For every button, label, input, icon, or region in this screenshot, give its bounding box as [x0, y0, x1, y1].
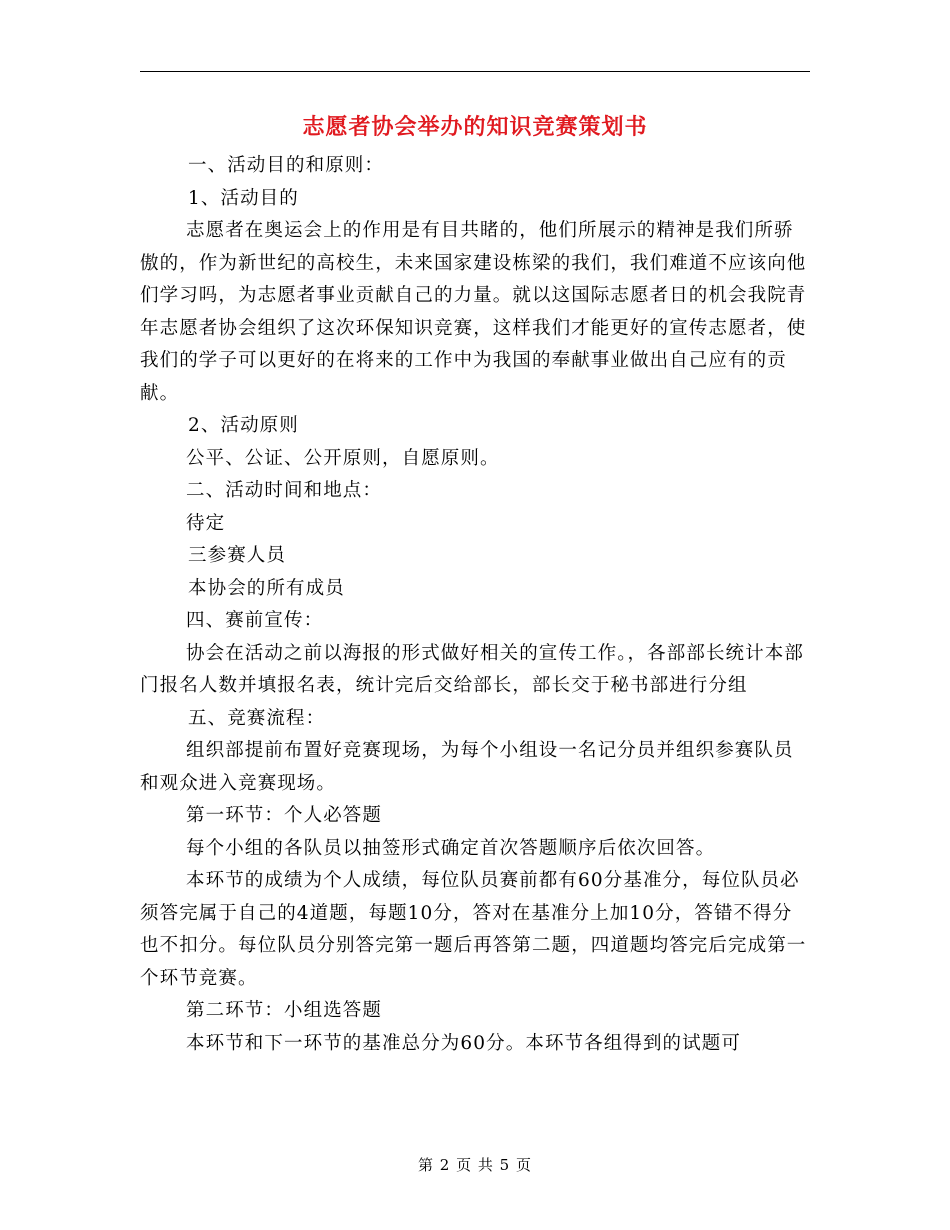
subheading-round-1: 第一环节：个人必答题: [186, 805, 383, 826]
document-title: 志愿者协会举办的知识竞赛策划书: [302, 114, 648, 140]
subheading-activity-principle: 2、活动原则: [188, 415, 299, 436]
heading-section-1: 一、活动目的和原则：: [188, 155, 385, 176]
paragraph-time-place: 待定: [186, 512, 226, 534]
subheading-round-2: 第二环节：小组选答题: [186, 1000, 383, 1021]
page-number-footer: 第 2 页 共 5 页: [418, 1156, 532, 1174]
paragraph-participants: 本协会的所有成员: [188, 577, 345, 599]
paragraph-publicity: 协会在活动之前以海报的形式做好相关的宣传工作。，各部部长统计本部门报名人数并填报名表，统计完后交给部长，部长交于秘书部进行分组: [140, 642, 804, 696]
heading-section-2: 二、活动时间和地点：: [186, 480, 383, 501]
document-body: [140, 150, 810, 1060]
paragraph-round-1-scoring: 本环节的成绩为个人成绩，每位队员赛前都有60分基准分，每位队员必须答完属于自己的4道题，每题10分，答对在基准分上加10分，答错不得分也不扣分。每位队员分别答完第一题后再答第二题，四道题均答完后完成第一个环节竞赛。: [140, 870, 807, 989]
paragraph-purpose: 志愿者在奥运会上的作用是有目共睹的，他们所展示的精神是我们所骄傲的，作为新世纪的高校生，未来国家建设栋梁的我们，我们难道不应该向他们学习吗，为志愿者事业贡献自己的力量。就以这国际志愿者日的机会我院青年志愿者协会组织了这次环保知识竞赛，这样我们才能更好的宣传志愿者，使我们的学子可以更好的在将来的工作中为我国的奉献事业做出自己应有的贡献。: [140, 220, 807, 404]
heading-section-4: 四、赛前宣传：: [186, 610, 324, 631]
paragraph-process: 组织部提前布置好竞赛现场，为每个小组设一名记分员并组织参赛队员和观众进入竞赛现场。: [140, 740, 794, 794]
paragraph-principle: 公平、公证、公开原则，自愿原则。: [186, 447, 500, 469]
subheading-activity-purpose: 1、活动目的: [188, 187, 299, 209]
paragraph-round-2: 本环节和下一环节的基准总分为60分。本环节各组得到的试题可: [186, 1032, 741, 1054]
heading-section-5: 五、竞赛流程：: [188, 707, 326, 729]
paragraph-round-1-order: 每个小组的各队员以抽签形式确定首次答题顺序后依次回答。: [186, 837, 716, 859]
heading-section-3: 三参赛人员: [188, 545, 287, 566]
header-rule: [140, 71, 810, 72]
